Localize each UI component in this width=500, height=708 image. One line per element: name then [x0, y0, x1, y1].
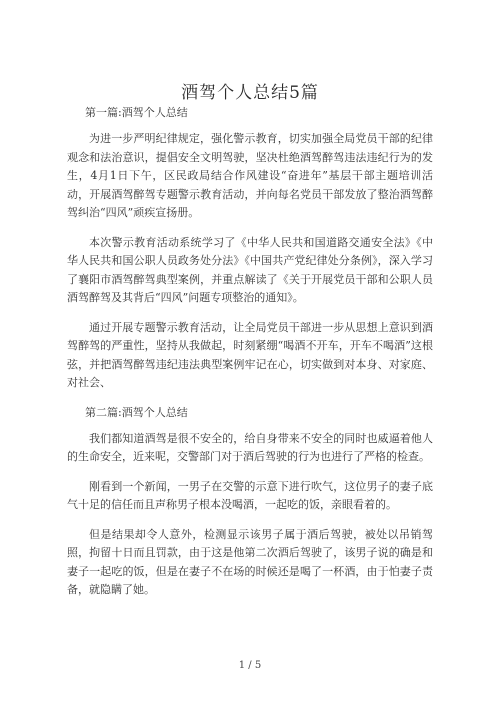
section-2-heading: 第二篇:酒驾个人总结	[85, 405, 188, 419]
section-1-paragraph-3: 通过开展专题警示教育活动，让全局党员干部进一步从思想上意识到酒驾醉驾的严重性，坚持从我做起，时刻紧绷“喝酒不开车，开车不喝酒”这根弦，并把酒驾醉驾违纪违法典型案例牢记在心，切实做到对本身、对家庭、对社会、	[67, 320, 433, 389]
section-2-paragraph-2: 刚看到一个新闻，一男子在交警的示意下进行吹气，这位男子的妻子底气十足的信任而且声称男子根本没喝酒，一起吃的饭，亲眼看着的。	[67, 479, 433, 511]
section-2-paragraph-1: 我们都知道酒驾是很不安全的，给自身带来不安全的同时也威逼着他人的生命安全，近来呢，交警部门对于酒后驾驶的行为也进行了严格的检查。	[67, 431, 433, 463]
document-body	[67, 106, 433, 611]
section-2-paragraph-3: 但是结果却令人意外，检测显示该男子属于酒后驾驶，被处以吊销驾照，拘留十日而且罚款，由于这是他第二次酒后驾驶了，该男子说的确是和妻子一起吃的饭，但是在妻子不在场的时候还是喝了一杯酒，由于怕妻子责备，就隐瞒了她。	[67, 527, 433, 596]
page-number: 1 / 5	[238, 660, 262, 671]
section-1-paragraph-1: 为进一步严明纪律规定，强化警示教育，切实加强全局党员干部的纪律观念和法治意识，提倡安全文明驾驶，坚决杜绝酒驾醉驾违法违纪行为的发生，4月1日下午，区民政局结合作风建设“奋进年”基层干部主题培训活动，开展酒驾醉驾专题警示教育活动，并向每名党员干部发放了整治酒驾醉驾纠治“四风”顽疾宣扬册。	[67, 132, 433, 219]
page-title: 酒驾个人总结5篇	[181, 83, 319, 103]
section-1-heading: 第一篇:酒驾个人总结	[85, 106, 188, 119]
section-1-paragraph-2: 本次警示教育活动系统学习了《中华人民共和国道路交通安全法》《中华人民共和国公职人员政务处分法》《中国共产党纪律处分条例》，深入学习了襄阳市酒驾醉驾典型案例，并重点解读了《关于开展党员干部和公职人员酒驾醉驾及其背后“四风”问题专项整治的通知》。	[67, 235, 433, 304]
